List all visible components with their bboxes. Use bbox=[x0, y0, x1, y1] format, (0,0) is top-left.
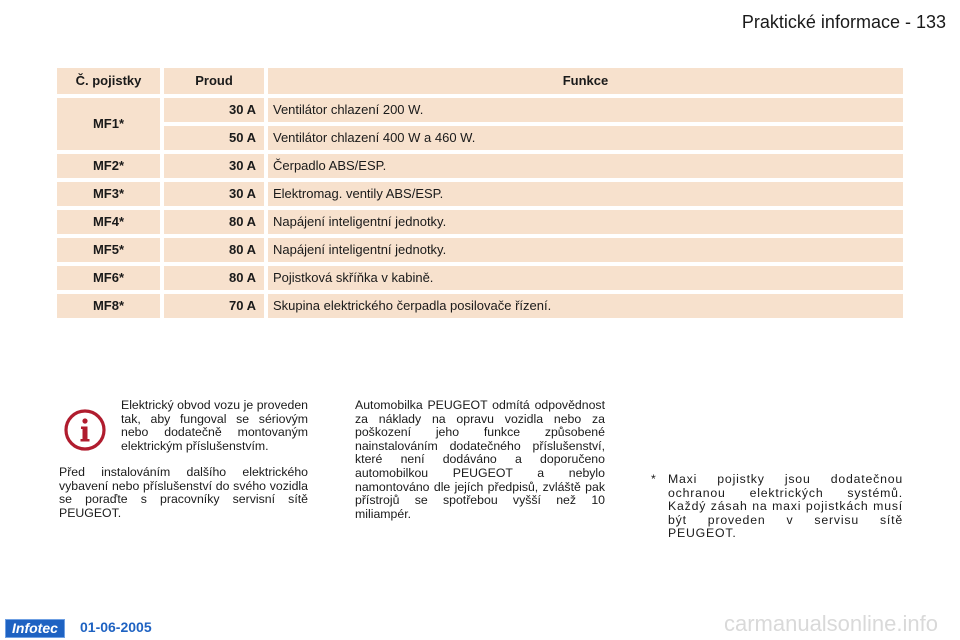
current-cell: 30 A bbox=[164, 154, 264, 178]
table-row bbox=[57, 266, 903, 290]
table-row-group bbox=[57, 98, 903, 150]
fuse-number-cell: MF8* bbox=[57, 294, 160, 318]
footnote-mark: * bbox=[651, 472, 656, 486]
fuse-number-cell: MF5* bbox=[57, 238, 160, 262]
current-cell: 80 A bbox=[164, 266, 264, 290]
function-cell: Napájení inteligentní jednotky. bbox=[268, 210, 903, 234]
print-date: 01-06-2005 bbox=[80, 619, 152, 635]
table-row bbox=[57, 154, 903, 178]
liability-note: Automobilka PEUGEOT odmítá odpovědnost za náklady na opravu vozidla nebo za poškození jeho funkce způsobené nainstalováním dodatečného příslušenství, které není dodáváno a doporučeno automobilkou PEUGEOT a nebylo namontováno dle jejích předpisů, zvláště pak přístrojů se spotřebou vyšší než 10 miliampér. bbox=[355, 398, 605, 521]
infotec-logo: Infotec bbox=[5, 619, 65, 638]
table-row bbox=[57, 294, 903, 318]
table-row bbox=[164, 126, 903, 150]
footnote bbox=[651, 473, 903, 541]
function-cell: Ventilátor chlazení 400 W a 460 W. bbox=[268, 126, 903, 150]
page-title: Praktické informace - 133 bbox=[741, 12, 946, 32]
info-icon bbox=[63, 408, 107, 452]
table-row bbox=[57, 238, 903, 262]
fuse-table bbox=[57, 68, 903, 322]
fuse-number-cell: MF3* bbox=[57, 182, 160, 206]
table-row bbox=[164, 98, 903, 122]
current-cell: 30 A bbox=[164, 98, 264, 122]
info-body-text: Před instalováním dalšího elektrického vybavení nebo příslušenství do svého vozidla se poraďte s pracovníky servisní sítě PEUGEOT. bbox=[59, 465, 308, 520]
function-cell: Skupina elektrického čerpadla posilovače řízení. bbox=[268, 294, 903, 318]
header-fuse-number: Č. pojistky bbox=[57, 68, 160, 94]
table-header-row bbox=[57, 68, 903, 94]
current-cell: 80 A bbox=[164, 210, 264, 234]
header-current: Proud bbox=[164, 68, 264, 94]
current-cell: 70 A bbox=[164, 294, 264, 318]
fuse-number-cell: MF2* bbox=[57, 154, 160, 178]
fuse-number-cell: MF1* bbox=[57, 98, 160, 150]
function-cell: Ventilátor chlazení 200 W. bbox=[268, 98, 903, 122]
watermark: carmanualsonline.info bbox=[723, 611, 938, 636]
table-row bbox=[57, 210, 903, 234]
fuse-number-cell: MF6* bbox=[57, 266, 160, 290]
current-cell: 80 A bbox=[164, 238, 264, 262]
header-function: Funkce bbox=[268, 68, 903, 94]
function-cell: Pojistková skříňka v kabině. bbox=[268, 266, 903, 290]
table-row bbox=[57, 182, 903, 206]
info-lead-text: Elektrický obvod vozu je proveden tak, aby fungoval se sériovým nebo dodatečně montovaným elektrickým příslušenstvím. bbox=[121, 398, 308, 453]
fuse-number-cell: MF4* bbox=[57, 210, 160, 234]
function-cell: Čerpadlo ABS/ESP. bbox=[268, 154, 903, 178]
current-cell: 50 A bbox=[164, 126, 264, 150]
footnote-text: Maxi pojistky jsou dodatečnou ochranou elektrických systémů. Každý zásah na maxi pojistkách musí být proveden v servisu sítě PEUGEOT. bbox=[668, 472, 903, 541]
function-cell: Elektromag. ventily ABS/ESP. bbox=[268, 182, 903, 206]
current-cell: 30 A bbox=[164, 182, 264, 206]
function-cell: Napájení inteligentní jednotky. bbox=[268, 238, 903, 262]
